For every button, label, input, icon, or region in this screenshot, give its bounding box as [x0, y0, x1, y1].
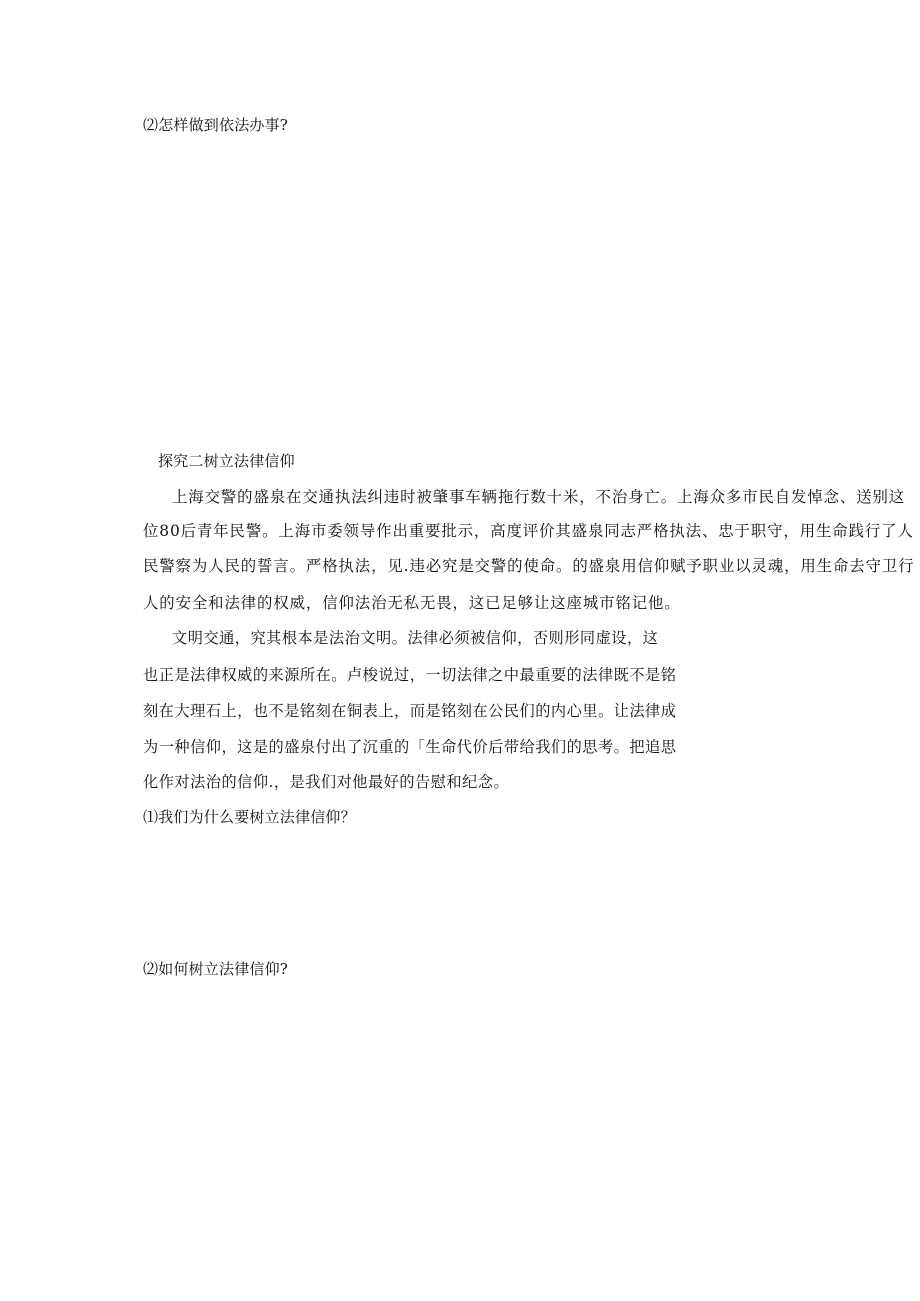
question-why-establish-law-belief: ⑴我们为什么要树立法律信仰？ [143, 808, 356, 826]
paragraph-line: 化作对法治的信仰.，是我们对他最好的告慰和纪念。 [143, 773, 510, 791]
paragraph-line: 刻在大理石上，也不是铭刻在铜表上，而是铭刻在公民们的内心里。让法律成 [143, 702, 677, 720]
paragraph-line: 文明交通，究其根本是法治文明。法律必须被信仰，否则形同虚设，这 [172, 629, 659, 647]
paragraph-line: 上海交警的盛泉在交通执法纠违时被肇事车辆拖行数十米，不治身亡。上海众多市民自发悼念、送别这 [172, 488, 906, 506]
question-how-establish-law-belief: ⑵如何树立法律信仰? [143, 960, 289, 978]
paragraph-line: 人的安全和法律的权威，信仰法治无私无畏，这已足够让这座城市铭记他。 [143, 594, 681, 612]
paragraph-line: 民警察为人民的誓言。严格执法，见.违必究是交警的使命。的盛泉用信仰赋予职业以灵魂，用生命去守卫行 [143, 557, 915, 575]
question-how-to-act-by-law: ⑵怎样做到依法办事? [143, 116, 289, 134]
paragraph-line: 也正是法律权威的来源所在。卢梭说过，一切法律之中最重要的法律既不是铭 [143, 666, 677, 684]
section-title: 探究二树立法律信仰 [158, 452, 295, 470]
paragraph-line: 为一种信仰，这是的盛泉付出了沉重的「生命代价后带给我们的思考。把追思 [143, 738, 677, 756]
paragraph-line: 位80后青年民警。上海市委领导作出重要批示，高度评价其盛泉同志严格执法、忠于职守，用生命践行了人 [143, 522, 914, 540]
